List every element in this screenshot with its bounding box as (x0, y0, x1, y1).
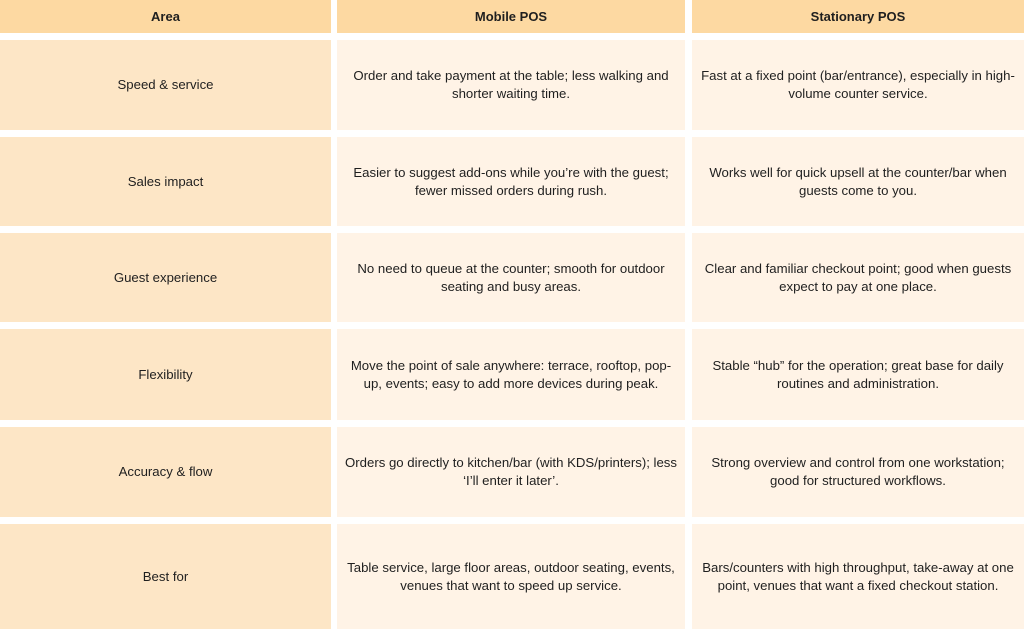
row-area-label: Sales impact (0, 137, 331, 226)
row-area-label: Guest experience (0, 233, 331, 322)
mobile-pos-cell: Orders go directly to kitchen/bar (with KDS/printers); less ‘I’ll enter it later’. (337, 427, 685, 517)
mobile-pos-cell: No need to queue at the counter; smooth for outdoor seating and busy areas. (337, 233, 685, 322)
header-mobile-pos: Mobile POS (337, 0, 685, 33)
stationary-pos-cell: Fast at a fixed point (bar/entrance), especially in high-volume counter service. (692, 40, 1024, 130)
mobile-pos-cell: Easier to suggest add-ons while you’re with the guest; fewer missed orders during rush. (337, 137, 685, 226)
table-header-row (0, 0, 1024, 33)
row-area-label: Accuracy & flow (0, 427, 331, 517)
header-stationary-pos: Stationary POS (692, 0, 1024, 33)
table-row (0, 524, 1024, 629)
stationary-pos-cell: Strong overview and control from one workstation; good for structured workflows. (692, 427, 1024, 517)
table-row (0, 427, 1024, 517)
table-row (0, 233, 1024, 322)
table-row (0, 40, 1024, 130)
header-area: Area (0, 0, 331, 33)
stationary-pos-cell: Works well for quick upsell at the counter/bar when guests come to you. (692, 137, 1024, 226)
table-row (0, 137, 1024, 226)
stationary-pos-cell: Stable “hub” for the operation; great base for daily routines and administration. (692, 329, 1024, 420)
mobile-pos-cell: Move the point of sale anywhere: terrace, rooftop, pop-up, events; easy to add more devices during peak. (337, 329, 685, 420)
mobile-pos-cell: Table service, large floor areas, outdoor seating, events, venues that want to speed up service. (337, 524, 685, 629)
stationary-pos-cell: Bars/counters with high throughput, take-away at one point, venues that want a fixed checkout station. (692, 524, 1024, 629)
mobile-pos-cell: Order and take payment at the table; less walking and shorter waiting time. (337, 40, 685, 130)
row-area-label: Best for (0, 524, 331, 629)
row-area-label: Flexibility (0, 329, 331, 420)
row-area-label: Speed & service (0, 40, 331, 130)
table-row (0, 329, 1024, 420)
stationary-pos-cell: Clear and familiar checkout point; good when guests expect to pay at one place. (692, 233, 1024, 322)
